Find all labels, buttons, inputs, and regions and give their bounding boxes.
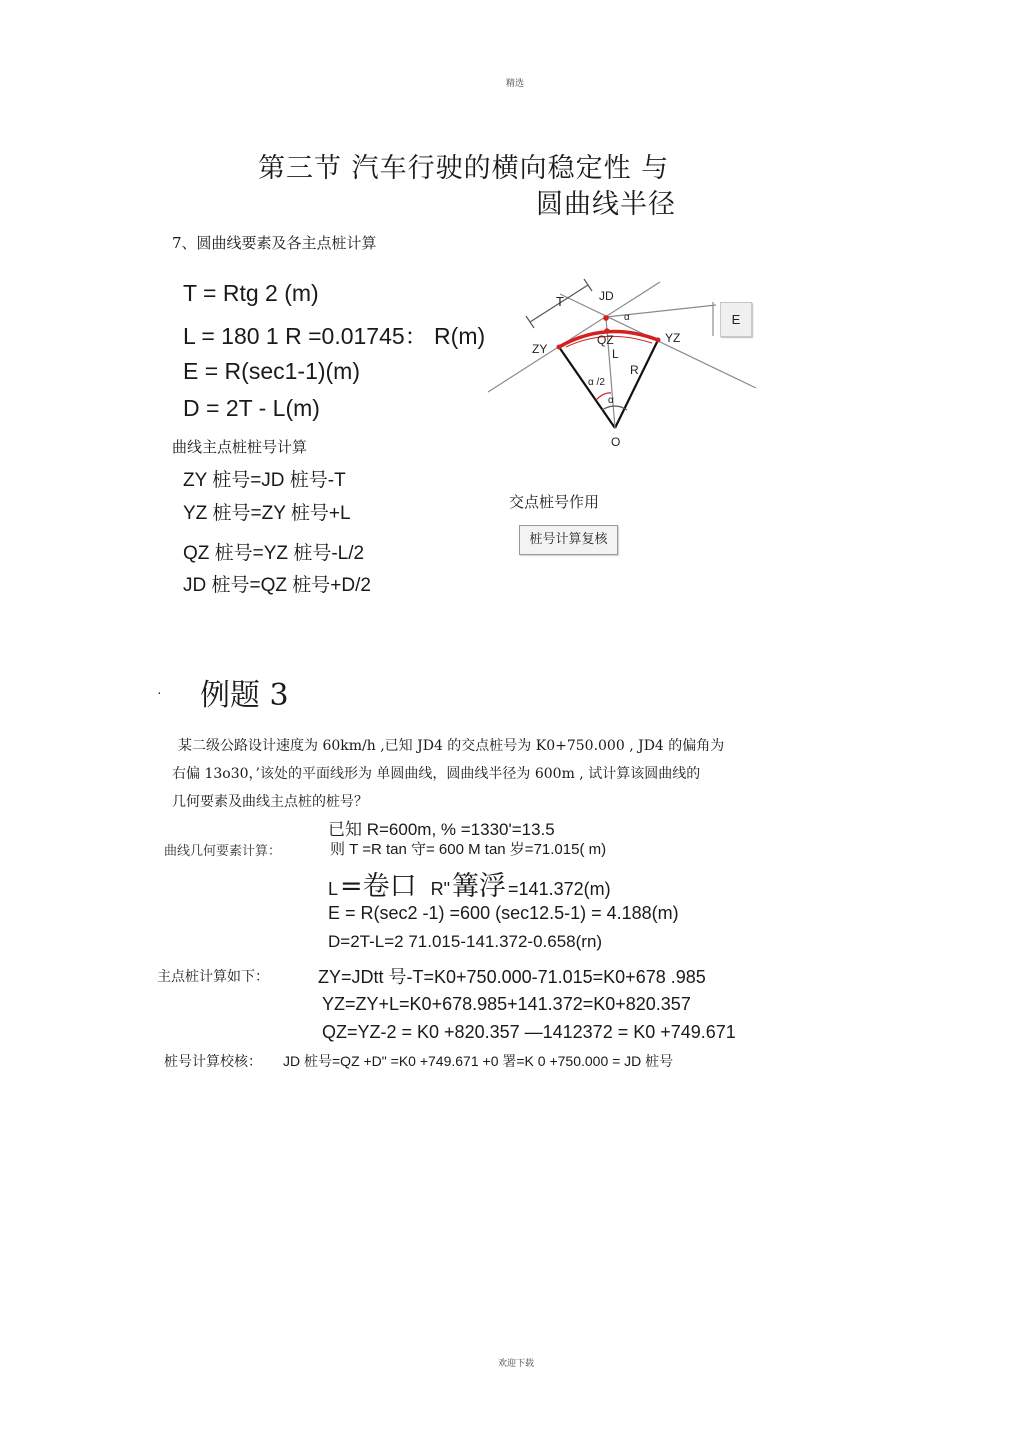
- problem-line-2: 右偏 13o30，’该处的平面线形为 单圆曲线，圆曲线半径为 600m , 试计算该圆曲线的: [172, 766, 701, 782]
- label-half-alpha: α /2: [588, 377, 605, 388]
- L-calc-big2: 篝浮: [452, 871, 507, 902]
- footer-mark: 欢迎下载: [498, 1359, 535, 1369]
- diagram-lines: [488, 279, 756, 428]
- E-label-box: E: [720, 302, 752, 337]
- zy-point: [557, 345, 562, 350]
- bullet: ·: [157, 684, 162, 700]
- page-title-line1: 第三节 汽车行驶的横向稳定性 与: [258, 153, 670, 184]
- label-alpha: α: [624, 312, 630, 323]
- label-T: T: [556, 294, 564, 309]
- D-calc: D=2T-L=2 71.015-141.372-0.658(rn): [328, 932, 603, 951]
- label-R: R: [630, 363, 639, 377]
- jd-usage-label: 交点桩号作用: [509, 493, 600, 511]
- station-check-box: 桩号计算复核: [519, 525, 618, 555]
- label-ZY: ZY: [532, 342, 548, 356]
- jd-point: [603, 315, 609, 321]
- formula-E: E = R(sec1-1)(m): [183, 358, 360, 384]
- extension-line: [606, 305, 716, 317]
- formula-T: T = Rtg 2 (m): [183, 280, 319, 306]
- radius-left: [559, 347, 615, 428]
- main-point-label: 主点桩计算如下：: [157, 969, 269, 985]
- yz-point: [656, 338, 661, 343]
- radius-right: [615, 340, 658, 428]
- header-mark: 精选: [506, 79, 525, 89]
- station-rule-jd: JD 桩号=QZ 桩号+D/2: [183, 575, 371, 596]
- label-JD: JD: [599, 289, 614, 303]
- T-tick-right: [584, 279, 592, 291]
- L-calc-big: =卷口: [340, 871, 417, 902]
- geo-calc-label: 曲线几何要素计算：: [164, 844, 282, 859]
- T-tick-left: [526, 316, 534, 328]
- label-L: L: [612, 347, 619, 361]
- station-rule-zy: ZY 桩号=JD 桩号-T: [183, 470, 346, 491]
- ZY-calc: ZY=JDtt 号-T=K0+750.000-71.015=K0+678 .985: [318, 967, 706, 987]
- check-calc: JD 桩号=QZ +D" =K0 +749.671 +0 署=K 0 +750.000 = JD 桩号: [283, 1053, 674, 1069]
- label-O: O: [611, 435, 621, 449]
- check-label: 桩号计算校核：: [164, 1054, 262, 1070]
- problem-line-1: 某二级公路设计速度为 60km/h ,已知 JD4 的交点桩号为 K0+750.000 , JD4 的偏角为: [178, 738, 725, 754]
- label-alpha2: α: [608, 395, 614, 406]
- page-title-line2: 圆曲线半径: [536, 189, 676, 220]
- label-YZ: YZ: [665, 331, 681, 345]
- formula-D: D = 2T - L(m): [183, 395, 320, 421]
- E-calc: E = R(sec2 -1) =600 (sec12.5-1) = 4.188(m): [328, 903, 679, 923]
- station-rule-yz: YZ 桩号=ZY 桩号+L: [183, 503, 351, 524]
- example-title: 例题 3: [200, 678, 289, 713]
- station-rule-qz: QZ 桩号=YZ 桩号-L/2: [183, 543, 365, 564]
- known-values: 已知 R=600m, % =1330'=13.5: [328, 820, 555, 839]
- L-calc: [328, 864, 611, 903]
- L-calc-suffix: R": [430, 879, 451, 899]
- section-heading: 7、圆曲线要素及各主点桩计算: [172, 234, 377, 252]
- L-calc-prefix: L: [328, 879, 339, 899]
- station-heading: 曲线主点桩桩号计算: [172, 438, 308, 456]
- problem-line-3: 几何要素及曲线主点桩的桩号？: [172, 794, 368, 810]
- label-QZ: QZ: [597, 333, 614, 347]
- L-calc-end: =141.372(m): [508, 879, 611, 899]
- curve-diagram: [480, 270, 780, 460]
- YZ-calc: YZ=ZY+L=K0+678.985+141.372=K0+820.357: [322, 994, 691, 1014]
- QZ-calc: QZ=YZ-2 = K0 +820.357 —1412372 = K0 +749.671: [322, 1022, 736, 1042]
- formula-L: L = 180 1 R =0.01745： R(m): [183, 323, 486, 349]
- T-calc: 则 T =R tan 守= 600 M tan 岁=71.015( m): [330, 841, 607, 858]
